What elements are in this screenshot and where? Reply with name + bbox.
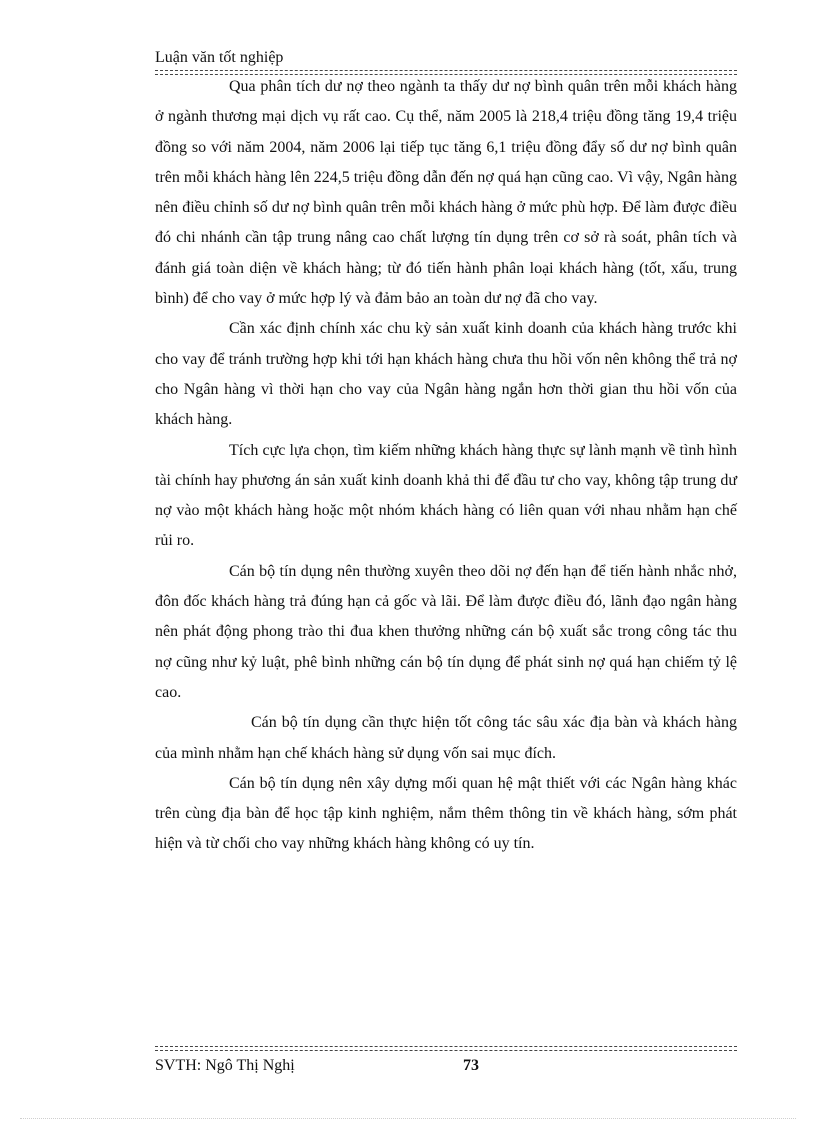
footer-double-rule [155,1046,737,1047]
header-double-rule [155,70,737,71]
body-text [155,72,737,860]
page-bottom-edge [20,1118,796,1119]
paragraph-debt-analysis: Qua phân tích dư nợ theo ngành ta thấy dư nợ bình quân trên mỗi khách hàng ở ngành thương mại dịch vụ rất cao. Cụ thể, năm 2005 là 218,4 triệu đồng tăng 19,4 triệu đồng so với năm 2004, năm 2006 lại tiếp tục tăng 6,1 triệu đồng đẩy số dư nợ bình quân trên mỗi khách hàng lên 224,5 triệu đồng dẫn đến nợ quá hạn cũng cao. Vì vậy, Ngân hàng nên điều chỉnh số dư nợ bình quân trên mỗi khách hàng ở mức phù hợp. Để làm được điều đó chi nhánh cần tập trung nâng cao chất lượng tín dụng trên cơ sở rà soát, phân tích và đánh giá toàn diện về khách hàng; từ đó tiến hành phân loại khách hàng (tốt, xấu, trung bình) để cho vay ở mức hợp lý và đảm bảo an toàn dư nợ đã cho vay. [155,78,737,308]
paragraph-customer-selection: Tích cực lựa chọn, tìm kiếm những khách hàng thực sự lành mạnh về tình hình tài chính hay phương án sản xuất kinh doanh khả thi để đầu tư cho vay, không tập trung dư nợ vào một khách hàng hoặc một nhóm khách hàng có liên quan với nhau nhằm hạn chế rủi ro. [155,441,737,550]
paragraph-debt-monitoring: Cán bộ tín dụng nên thường xuyên theo dõi nợ đến hạn để tiến hành nhắc nhở, đôn đốc khách hàng trả đúng hạn cả gốc và lãi. Để làm được điều đó, lãnh đạo ngân hàng nên phát động phong trào thi đua khen thưởng những cán bộ xuất sắc trong công tác thu nợ cũng như kỷ luật, phê bình những cán bộ tín dụng để phát sinh nợ quá hạn chiếm tỷ lệ cao. [155,562,737,701]
page-number: 73 [463,1057,479,1074]
paragraph-area-survey: Cán bộ tín dụng cần thực hiện tốt công tác sâu xác địa bàn và khách hàng của mình nhằm hạn chế khách hàng sử dụng vốn sai mục đích. [155,714,737,762]
paragraph-bank-relations: Cán bộ tín dụng nên xây dựng mối quan hệ mật thiết với các Ngân hàng khác trên cùng địa bàn để học tập kinh nghiệm, nắm thêm thông tin về khách hàng, sớm phát hiện và từ chối cho vay những khách hàng không có uy tín. [155,774,737,853]
footer-author: SVTH: Ngô Thị Nghị [155,1057,295,1074]
paragraph-business-cycle: Cần xác định chính xác chu kỳ sản xuất kinh doanh của khách hàng trước khi cho vay để tránh trường hợp khi tới hạn khách hàng chưa thu hồi vốn nên không thể trả nợ cho Ngân hàng vì thời hạn cho vay của Ngân hàng ngắn hơn thời gian thu hồi vốn của khách hàng. [155,320,737,429]
running-header-title: Luận văn tốt nghiệp [155,49,284,66]
